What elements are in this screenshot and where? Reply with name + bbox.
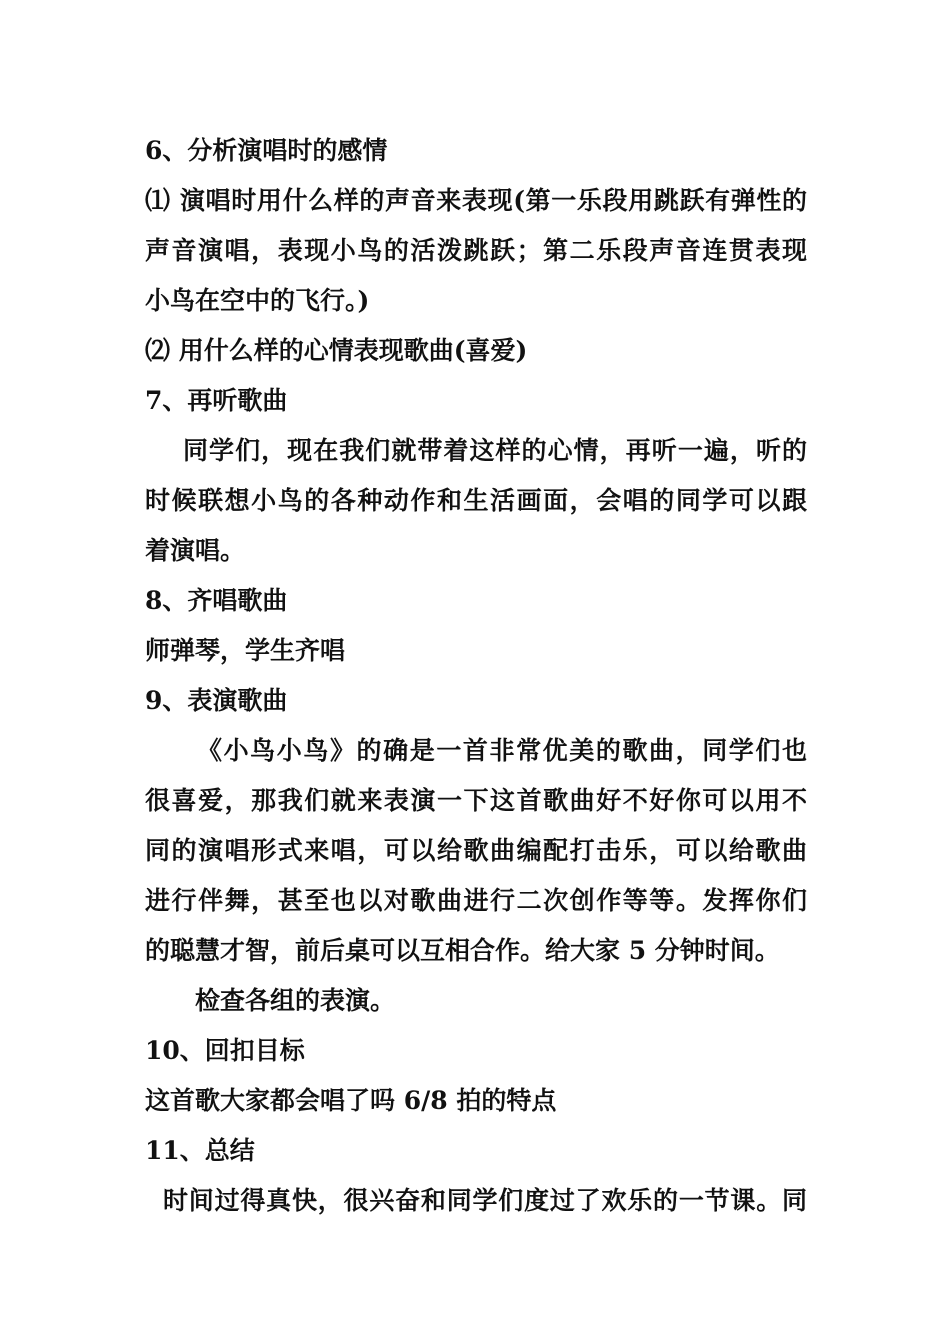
paragraph-line: 同的演唱形式来唱，可以给歌曲编配打击乐，可以给歌曲 [145,836,807,865]
paragraph-line: ⑴ 演唱时用什么样的声音来表现(第一乐段用跳跃有弹性的 [145,186,807,215]
paragraph-line: 小鸟在空中的飞行。) [145,286,370,315]
paragraph-line: 《小鸟小鸟》的确是一首非常优美的歌曲，同学们也 [197,736,807,765]
section-heading-10: 10、回扣目标 [145,1036,305,1065]
paragraph-line: 时候联想小鸟的各种动作和生活画面，会唱的同学可以跟 [145,486,807,515]
section-heading-9: 9、表演歌曲 [145,686,288,715]
paragraph-line: 着演唱。 [145,536,246,565]
paragraph-line: 这首歌大家都会唱了吗 6/8 拍的特点 [145,1086,557,1115]
section-heading-8: 8、齐唱歌曲 [145,586,288,615]
paragraph-line: 进行伴舞，甚至也以对歌曲进行二次创作等等。发挥你们 [145,886,807,915]
paragraph-line: 时间过得真快，很兴奋和同学们度过了欢乐的一节课。同 [163,1186,807,1215]
paragraph-line: 声音演唱，表现小鸟的活泼跳跃；第二乐段声音连贯表现 [145,236,807,265]
paragraph-line: 检查各组的表演。 [195,986,396,1015]
paragraph-line: 同学们，现在我们就带着这样的心情，再听一遍，听的 [183,436,807,465]
paragraph-line: ⑵ 用什么样的心情表现歌曲(喜爱) [145,336,528,365]
section-heading-6: 6、分析演唱时的感情 [145,136,388,165]
document-body [145,126,807,1226]
section-heading-7: 7、再听歌曲 [145,386,288,415]
section-heading-11: 11、总结 [145,1136,255,1165]
paragraph-line: 很喜爱，那我们就来表演一下这首歌曲好不好你可以用不 [145,786,807,815]
paragraph-line: 的聪慧才智，前后桌可以互相合作。给大家 5 分钟时间。 [145,936,780,965]
paragraph-line: 师弹琴，学生齐唱 [145,636,346,665]
